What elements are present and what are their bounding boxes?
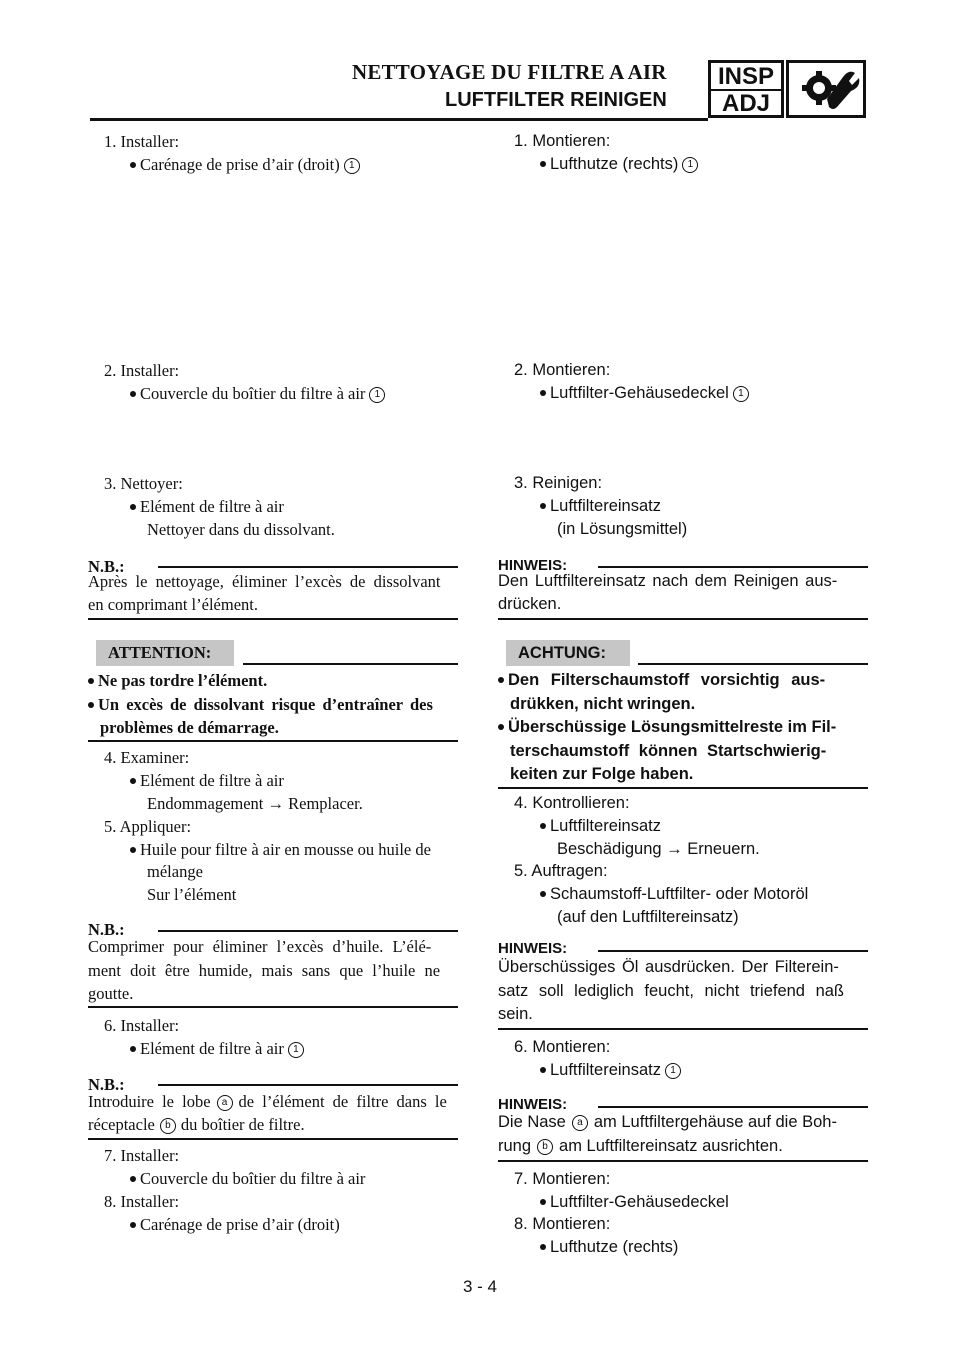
fr-attention-badge: ATTENTION: (96, 640, 234, 666)
de-note-2-end-rule (498, 1028, 868, 1030)
de-attention-item-2-a: Überschüssige Lösungsmittelreste im Fil- (498, 718, 836, 737)
de-note-2-rule (598, 950, 868, 952)
de-note-2-line-2: satz soll lediglich feucht, nicht triefend naß (498, 982, 844, 1000)
bullet-icon (540, 1238, 550, 1256)
fr-note-2-line-1: Comprimer pour éliminer l’excès d’huile. L’élé- (88, 937, 432, 956)
bullet-icon (130, 840, 140, 859)
fr-note-1-rule (158, 566, 458, 568)
de-step-7-item: Luftfilter-Gehäusedeckel (540, 1193, 729, 1212)
fr-attention-item-2-a: Un excès de dissolvant risque d’entraîner des (88, 695, 433, 715)
fr-step-8-title: 8. Installer: (104, 1192, 180, 1211)
bullet-icon (540, 817, 550, 835)
fr-note-3-end-rule (88, 1138, 458, 1140)
de-step-3-item: Luftfiltereinsatz (540, 497, 661, 516)
bullet-icon (540, 155, 550, 173)
fr-attention-item-2-b: problèmes de démarrage. (100, 718, 279, 737)
callout-a-icon: a (217, 1095, 233, 1111)
de-note-3-rule (598, 1106, 868, 1108)
fr-note-2-end-rule (88, 1006, 458, 1008)
callout-1-icon: 1 (682, 157, 698, 173)
callout-b-icon: b (160, 1118, 176, 1134)
fr-step-3-title: 3. Nettoyer: (104, 474, 183, 493)
german-column (498, 0, 868, 1300)
de-attention-item-2-c: keiten zur Folge haben. (510, 765, 694, 783)
de-note-3-line-2: rung b am Luftfiltereinsatz ausrichten. (498, 1137, 783, 1155)
fr-note-2-rule (158, 930, 458, 932)
fr-step-7-item: Couvercle du boîtier du filtre à air (130, 1169, 365, 1189)
bullet-icon (130, 1215, 140, 1234)
fr-step-5-title: 5. Appliquer: (104, 817, 192, 836)
de-note-1-end-rule (498, 618, 868, 620)
de-step-4-sub: Beschädigung → Erneuern. (557, 840, 760, 858)
bullet-icon (88, 695, 98, 714)
fr-note-2-label: N.B.: (88, 920, 125, 939)
fr-attention-rule (243, 663, 458, 665)
bullet-icon (130, 1039, 140, 1058)
bullet-icon (130, 771, 140, 790)
de-step-1-item: Lufthutze (rechts) 1 (540, 155, 698, 174)
callout-1-icon: 1 (288, 1042, 304, 1058)
de-note-1-line-1: Den Luftfiltereinsatz nach dem Reinigen aus- (498, 572, 838, 590)
fr-step-4-title: 4. Examiner: (104, 748, 190, 767)
bullet-icon (540, 1193, 550, 1211)
de-step-2-title: 2. Montieren: (514, 361, 611, 379)
bullet-icon (540, 497, 550, 515)
fr-attention-item-1: Ne pas tordre l’élément. (88, 671, 267, 691)
bullet-icon (540, 384, 550, 402)
fr-attention-end-rule (88, 740, 458, 742)
bullet-icon (130, 155, 140, 174)
bullet-icon (540, 1061, 550, 1079)
page-title-de: LUFTFILTER REINIGEN (445, 89, 667, 111)
de-note-2-label: HINWEIS: (498, 940, 568, 957)
fr-note-3-rule (158, 1084, 458, 1086)
de-note-1-label: HINWEIS: (498, 557, 568, 574)
de-step-4-item: Luftfiltereinsatz (540, 817, 661, 836)
fr-note-1-label: N.B.: (88, 557, 125, 576)
fr-step-4-sub: Endommagement → Remplacer. (147, 794, 363, 813)
de-step-5-title: 5. Auftragen: (514, 862, 608, 880)
de-step-1-title: 1. Montieren: (514, 132, 611, 150)
callout-1-icon: 1 (369, 387, 385, 403)
fr-note-2-line-3: goutte. (88, 984, 134, 1003)
de-attention-badge: ACHTUNG: (506, 640, 630, 666)
callout-a-icon: a (572, 1115, 588, 1131)
de-note-2-line-3: sein. (498, 1005, 533, 1023)
de-step-2-item: Luftfilter-Gehäusedeckel 1 (540, 384, 749, 403)
de-step-3-title: 3. Reinigen: (514, 474, 603, 492)
fr-note-3-line-1: Introduire le lobe a de l’élément de filtre dans le (88, 1092, 447, 1111)
de-note-3-label: HINWEIS: (498, 1096, 568, 1113)
fr-step-3-item: Elément de filtre à air (130, 497, 284, 517)
callout-1-icon: 1 (344, 158, 360, 174)
de-attention-end-rule (498, 787, 868, 789)
bullet-icon (498, 718, 508, 736)
bullet-icon (88, 671, 98, 690)
fr-step-2-title: 2. Installer: (104, 361, 180, 380)
fr-note-1-line-1: Après le nettoyage, éliminer l’excès de dissolvant (88, 572, 441, 591)
de-step-5-sub: (auf den Luftfiltereinsatz) (557, 908, 739, 926)
fr-note-3-line-2: réceptacle b du boîtier de filtre. (88, 1115, 305, 1134)
french-column (88, 0, 458, 1300)
de-note-2-line-1: Überschüssiges Öl ausdrücken. Der Filterein- (498, 958, 839, 976)
de-step-5-item: Schaumstoff-Luftfilter- oder Motoröl (540, 885, 808, 904)
bullet-icon (540, 885, 550, 903)
de-step-4-title: 4. Kontrollieren: (514, 794, 630, 812)
badge-insp-label: INSP (717, 63, 774, 90)
page-number: 3 - 4 (462, 1277, 498, 1296)
de-step-8-item: Lufthutze (rechts) (540, 1238, 678, 1257)
de-note-1-line-2: drücken. (498, 595, 562, 613)
fr-step-7-title: 7. Installer: (104, 1146, 180, 1165)
badge-adj-label: ADJ (721, 90, 770, 117)
bullet-icon (498, 671, 508, 689)
fr-step-1-title: 1. Installer: (104, 132, 180, 151)
callout-b-icon: b (537, 1139, 553, 1155)
fr-step-2-item: Couvercle du boîtier du filtre à air 1 (130, 384, 385, 404)
fr-note-1-end-rule (88, 618, 458, 620)
fr-step-4-item: Elément de filtre à air (130, 771, 284, 791)
de-attention-rule (638, 663, 868, 665)
de-note-1-rule (598, 566, 868, 568)
de-step-6-item: Luftfiltereinsatz 1 (540, 1061, 681, 1080)
fr-step-5-item-a: Huile pour filtre à air en mousse ou huile de (130, 840, 431, 860)
de-step-6-title: 6. Montieren: (514, 1038, 611, 1056)
fr-step-5-item-b: mélange (147, 862, 203, 881)
fr-note-1-line-2: en comprimant l’élément. (88, 595, 258, 614)
fr-note-2-line-2: ment doit être humide, mais sans que l’huile ne (88, 961, 441, 980)
fr-step-1-item: Carénage de prise d’air (droit) 1 (130, 155, 360, 175)
fr-step-3-sub: Nettoyer dans du dissolvant. (147, 520, 335, 539)
fr-note-3-label: N.B.: (88, 1075, 125, 1094)
de-note-3-line-1: Die Nase a am Luftfiltergehäuse auf die Boh- (498, 1113, 837, 1131)
de-step-3-sub: (in Lösungsmittel) (557, 520, 688, 538)
fr-step-8-item: Carénage de prise d’air (droit) (130, 1215, 340, 1235)
de-step-8-title: 8. Montieren: (514, 1215, 611, 1233)
page-title-fr: NETTOYAGE DU FILTRE A AIR (352, 60, 667, 84)
de-attention-item-1-a: Den Filterschaumstoff vorsichtig aus- (498, 671, 825, 690)
de-attention-item-2-b: terschaumstoff können Startschwierig- (510, 742, 827, 760)
fr-step-6-title: 6. Installer: (104, 1016, 180, 1035)
bullet-icon (130, 497, 140, 516)
de-attention-item-1-b: drükken, nicht wringen. (510, 695, 696, 713)
callout-1-icon: 1 (733, 386, 749, 402)
de-step-7-title: 7. Montieren: (514, 1170, 611, 1188)
bullet-icon (130, 1169, 140, 1188)
fr-step-5-sub: Sur l’élément (147, 885, 237, 904)
fr-step-6-item: Elément de filtre à air 1 (130, 1039, 304, 1059)
de-note-3-end-rule (498, 1160, 868, 1162)
callout-1-icon: 1 (665, 1063, 681, 1079)
bullet-icon (130, 384, 140, 403)
